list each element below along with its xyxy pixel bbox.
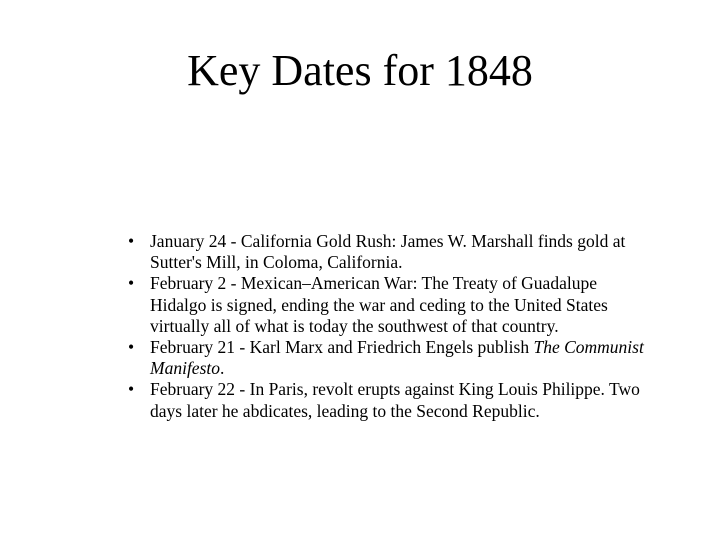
book-title: The Communist Manifesto bbox=[150, 337, 644, 379]
bullet-icon: • bbox=[128, 231, 135, 251]
list-item-february-22 bbox=[128, 379, 648, 421]
key-dates-list bbox=[128, 231, 648, 422]
list-item-text-prefix: February 21 - Karl Marx and Friedrich Engels publish bbox=[150, 337, 534, 358]
list-item-text-suffix: . bbox=[220, 358, 225, 379]
bullet-icon: • bbox=[128, 337, 135, 358]
slide-title: Key Dates for 1848 bbox=[187, 46, 533, 95]
list-item-january-24 bbox=[128, 231, 648, 273]
list-item-february-2 bbox=[128, 273, 648, 337]
bullet-icon: • bbox=[128, 273, 135, 294]
bullet-icon: • bbox=[128, 379, 135, 400]
list-item-text: January 24 - California Gold Rush: James W. Marshall finds gold at Sutter's Mill, in Coloma, California. bbox=[150, 231, 626, 273]
list-item-text: February 2 - Mexican–American War: The Treaty of Guadalupe Hidalgo is signed, ending the war and ceding to the United States virtually all of what is today the southwest of that country. bbox=[150, 273, 608, 336]
list-item-text: February 22 - In Paris, revolt erupts against King Louis Philippe. Two days later he abdicates, leading to the Second Republic. bbox=[150, 379, 640, 421]
list-item-february-21 bbox=[128, 337, 648, 379]
